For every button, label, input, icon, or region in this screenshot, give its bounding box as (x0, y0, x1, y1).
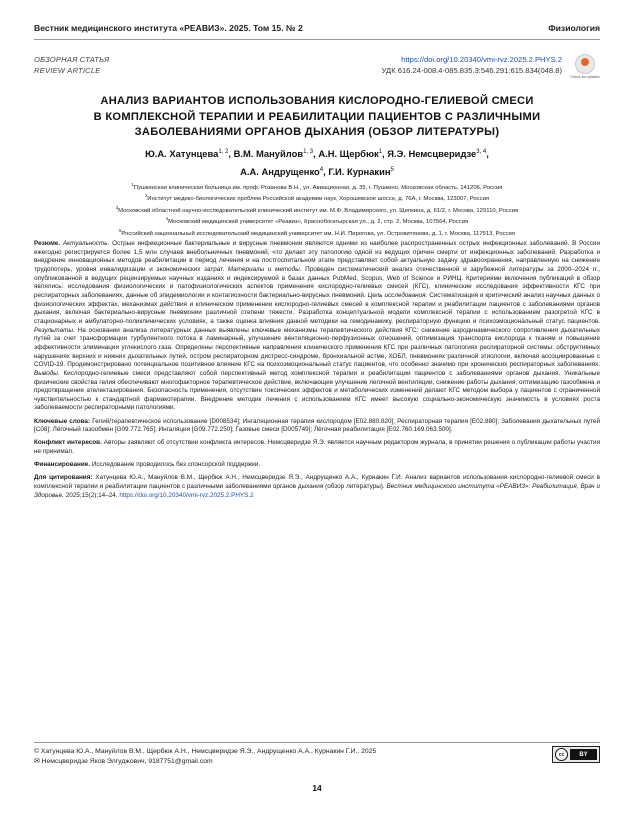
contact-line: ✉ Немсцверидзе Яков Элгуджович, 9187751@gmail.com (34, 758, 213, 766)
page-number: 14 (312, 783, 322, 793)
keywords-label: Ключевые слова: (34, 417, 91, 425)
udk-code: УДК 616.24-008.4-085.835.3:546.291:615.834(048.8) (381, 66, 562, 75)
author-name: А.Н. Щербюк (318, 148, 379, 160)
copyright-line: © Хатунцева Ю.А., Мануйлов В.М., Щербюк А.Н., Немсцверидзе Я.Э., Андрущенко А.А., Курнакин Г.И., 2025 (34, 748, 377, 755)
check-updates-label: Check for updates (570, 75, 600, 79)
methods-text: Проведен систематический анализ отечественной и зарубежной литературы за 2000–2024 гг., опубликованной в ведущих рецензируемых научных изданиях и индексируемой в базах данных PubMed, Scopus, Web of Science и РИНЦ. Критериями включения публикаций в обзор являлись: исследования физиологических и патофизиологических аспектов применения кислородно-гелиевых смесей (КГС), клинические исследования эффективности КГС при респираторных заболеваниях, данные об эпидемиологии и контагиозности бактериально-вирусных пневмоний. (34, 265, 601, 299)
abstract-label: Резюме. (34, 240, 61, 247)
affiliation-item: $^4$Московский медицинский университет «Реавиз», Краснобогатырская ул., д. 2, стр. 2, Москва, 107564, Россия (165, 216, 469, 226)
author-affiliation-ref: 1, 2 (218, 149, 229, 155)
keywords (34, 418, 600, 435)
journal-name: Вестник медицинского института «РЕАВИЗ». 2025. Том 15. № 2 (34, 23, 303, 33)
author-affiliation-ref: 1, 3 (303, 149, 314, 155)
conclusions-text: Кислородно-гелиевые смеси представляют собой перспективный метод комплексной терапии и реабилитации пациентов с заболеваниями органов дыхания. Уникальные физические свойства гелия обеспечивают многофакторное терапевтическое действие, включающее улучшение легочной вентиляции, снижение работы дыхания, оптимизацию газообмена и предотвращение ателектазирования. Безопасность применения, отсутствие токсических эффектов и метаболических изменений делают КГС методом выбора у пациентов с ограниченной чувствительностью к стандартной фармакотерапии. Внедрение методик лечения с использованием КГС имеет высокую социально-экономическую значимость в условиях роста заболеваемости респираторными патологиями. (34, 369, 600, 412)
author-name: Я.Э. Немсцверидзе (387, 148, 477, 160)
affiliation-list (34, 181, 600, 238)
funding (34, 461, 600, 470)
abstract (34, 240, 600, 413)
cc-by-license-badge[interactable] (552, 746, 600, 763)
author-name: Ю.А. Хатунцева (145, 148, 219, 160)
funding-label: Финансирование. (34, 461, 91, 469)
citation (34, 474, 600, 500)
results-label: Результаты. (34, 326, 75, 334)
header-divider (34, 39, 600, 40)
citation-journal: Вестник медицинского института «РЕАВИЗ»: Реабилитация, Врач и Здоровье. (34, 483, 600, 499)
footer-divider (34, 742, 600, 743)
author-affiliation-ref: 4 (319, 167, 324, 174)
article-type-en: REVIEW ARTICLE (34, 66, 101, 75)
affiliation-item: $^5$Российский национальный исследовательский медицинский университет им. Н.И. Пирогова, ул. Островитянова, д. 1, г. Москва, 117513, Россия (119, 227, 515, 237)
author-name: В.М. Мануйлов (233, 148, 304, 160)
article-front-matter (34, 240, 600, 505)
article-type-ru: ОБЗОРНАЯ СТАТЬЯ (34, 55, 110, 64)
conflict-text: Авторы заявляют об отсутствии конфликта интересов. Немсцверидзе Я.Э. является научным редактором журнала, в принятии решения о публикации работы участия не принимал. (34, 439, 601, 456)
citation-doi-link[interactable]: https://doi.org/10.20340/vmi-rvz.2025.2.PHYS.2 (119, 491, 254, 499)
affiliation-item: $^2$Институт медико-биологических проблем Российской академии наук, Хорошевское шоссе, д. 76А, г. Москва, 123007, Россия (144, 193, 490, 203)
citation-label: Для цитирования: (34, 474, 93, 482)
aim-label: Цель исследования. (367, 291, 428, 299)
page-footer (34, 747, 376, 768)
article-title (60, 94, 574, 141)
title-line: В КОМПЛЕКСНОЙ ТЕРАПИИ И РЕАБИЛИТАЦИИ ПАЦИЕНТОВ С РАЗЛИЧНЫМИ (93, 110, 541, 123)
article-type (34, 54, 109, 76)
creative-commons-icon: cc (555, 748, 568, 761)
affiliation-item: $^1$Пушкинская клиническая больница им. проф. Розанова В.Н., ул. Авиационная, д. 35, г. Пушкино, Московская область, 141206, Россия (131, 182, 503, 191)
doi-link[interactable]: https://doi.org/10.20340/vmi-rvz.2025.2.PHYS.2 (401, 55, 562, 64)
relevance-text: Острые инфекционные бактериальные и вирусные пневмонии являются одними из наиболее распространенных острых инфекционных заболеваний. В России ежегодно регистрируется более 1,5 млн случаев внебольничных пневмоний, что делает эту патологию одной из ведущих причин смерти от инфекционных заболеваний. Разработка и внедрение инновационных методов реабилитации в период лечения и на постгоспитальном этапе представляет собой актуальную задачу здравоохранения, направленную на снижение трудопотерь, уровня инвалидизации и экономических затрат. (34, 240, 600, 273)
relevance-label: Актуальность. (62, 240, 110, 247)
keywords-text: Гелий/терапевтическое использование [D008534]; Ингаляционная терапия кислородом [E02.880.820]; Респираторная терапия [E02.880]; Заболевания дыхательных путей [C08]; Лёгочный газообмен [G09.772.765]; Ингаляция [G09.772.250]; Газовые смеси [D005749]; Лёгочная реабилитация [E02.760.169.063.500]. (34, 417, 601, 434)
citation-text: Хатунцева Ю.А., Мануйлов В.М., Щербюк А.Н., Немсцверидзе Я.Э., Андрущенко А.А., Курнакин Г.И. Анализ вариантов использования кислородно-гелиевой смеси в комплексной терапии и реабилитации пациентов с различными заболеваниями органов дыхания (обзор литературы). (34, 474, 600, 491)
conclusions-label: Выводы. (34, 369, 60, 377)
author-name: А.А. Андрущенко (240, 166, 320, 178)
author-affiliation-ref: 3, 4 (476, 149, 487, 155)
check-for-updates-badge[interactable] (570, 54, 600, 84)
citation-tail: 2025;15(2);14–24. (65, 491, 118, 499)
author-affiliation-ref: 1 (378, 149, 383, 155)
running-header (34, 20, 600, 36)
funding-text: Исследование проводилось без спонсорской поддержки. (91, 461, 261, 469)
author-name: Г.И. Курнакин (328, 166, 391, 178)
attribution-icon: BY (570, 749, 597, 760)
results-text: На основании анализа литературных данных выявлены ключевые механизмы терапевтического действия КГС: снижение аэродинамического сопротивления дыхательных путей за счет трансформации турбулентного потока в ламинарный, улучшение вентиляционно-перфузионных отношений, оптимизация транспорта кислорода к тканям и повышение эффективности элиминации углекислого газа. Определены перспективные направления клинического применения КГС при различных патологиях респираторной системы: обструктивных нарушениях верхних и нижних дыхательных путей, остром респираторном дистресс-синдроме, бронхиальной астме, ХОБЛ, пневмониях различной этиологии, включая ассоциированные с COVID-19. Продемонстрировано потенциальное позитивное влияние КГС на психоэмоциональный статус пациентов, что особенно значимо при хронических респираторных заболеваниях. (34, 326, 600, 369)
aim-text: Систематизация и критический анализ научных данных о физиологических эффектах, механизмах действия и клиническом применении кислородно-гелиевых смесей в комплексной терапии и реабилитации пациентов с заболеваниями органов дыхания, включая бактериально-вирусные пневмонии различной степени тяжести. Разработка концептуальной модели комплексной терапии с использованием разогретой КГС в стационарных и амбулаторно-поликлинических условиях, а также оценка влияния данной методики на гемодинамику, респираторную функцию и психоэмоциональный статус пациентов. (34, 291, 600, 325)
author-affiliation-ref: 5 (390, 167, 394, 174)
author-list: Ю.А. Хатунцева$^{1, 2}$, В.М. Мануйлов$^{1, 3}$, А.Н. Щербюк$^1$, Я.Э. Немсцверидзе$^{3, 4}$, А.А. Андрущенко$^4$, Г.И. Курнакин$^5$ (145, 148, 489, 178)
check-updates-icon (575, 54, 595, 74)
affiliation-item: $^3$Московский областной научно-исследовательский клинический институт им. М.Ф. Владимирского, ул. Щепкина, д. 61/2, г. Москва, 129110, Россия (115, 204, 519, 214)
methods-label: Материалы и методы. (227, 265, 302, 273)
title-line: АНАЛИЗ ВАРИАНТОВ ИСПОЛЬЗОВАНИЯ КИСЛОРОДНО-ГЕЛИЕВОЙ СМЕСИ (100, 95, 534, 107)
section-name: Физиология (548, 23, 600, 33)
conflict-of-interest (34, 439, 600, 456)
conflict-label: Конфликт интересов. (34, 439, 102, 447)
article-identifiers (382, 54, 562, 76)
title-line: ЗАБОЛЕВАНИЯМИ ОРГАНОВ ДЫХАНИЯ (ОБЗОР ЛИТЕРАТУРЫ) (134, 126, 500, 138)
